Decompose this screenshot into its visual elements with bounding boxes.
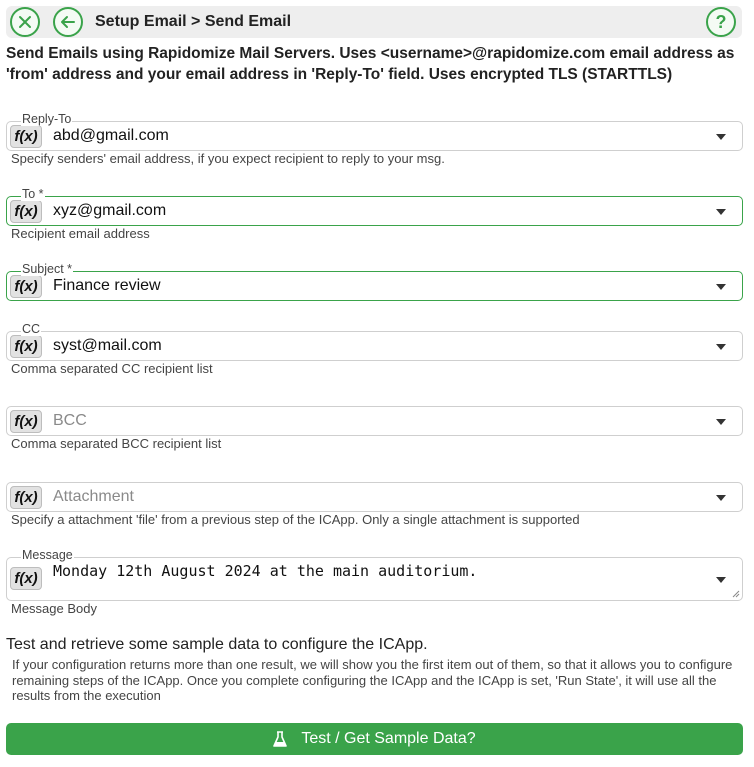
to-value: xyz@gmail.com (53, 202, 167, 219)
subject-value: Finance review (53, 277, 161, 294)
subject-field (6, 262, 743, 301)
chevron-down-icon[interactable] (716, 284, 726, 290)
bcc-hint: Comma separated BCC recipient list (11, 436, 222, 451)
chevron-down-icon[interactable] (716, 134, 726, 140)
bcc-input[interactable] (6, 406, 743, 436)
bcc-placeholder: BCC (53, 412, 87, 429)
reply-to-hint: Specify senders' email address, if you expect recipient to reply to your msg. (11, 151, 445, 166)
test-description: If your configuration returns more than one result, we will show you the first item out of them, so that it allows you to configure remaining steps of the ICApp. Once you complete configuring the ICApp and the ICApp is set, 'Run State', it will use all the results from the execution (12, 657, 733, 703)
message-hint: Message Body (11, 601, 97, 616)
to-input[interactable] (6, 196, 743, 226)
close-button[interactable] (10, 7, 40, 37)
test-title: Test and retrieve some sample data to configure the ICApp. (6, 636, 428, 653)
fx-button[interactable]: f(x) (10, 410, 42, 433)
test-button-label: Test / Get Sample Data? (301, 730, 476, 747)
fx-button[interactable]: f(x) (10, 275, 42, 298)
to-label: To * (22, 187, 44, 201)
attachment-field (6, 482, 743, 512)
fx-button[interactable]: f(x) (10, 335, 42, 358)
header-bar (6, 6, 742, 38)
close-icon (18, 15, 32, 29)
fx-button[interactable]: f(x) (10, 200, 42, 223)
fx-button[interactable]: f(x) (10, 486, 42, 509)
page-title: Setup Email > Send Email (95, 13, 292, 30)
message-textarea[interactable] (6, 557, 743, 601)
arrow-left-icon (60, 15, 76, 29)
reply-to-label: Reply-To (22, 112, 72, 126)
test-sample-data-button[interactable] (6, 723, 743, 755)
message-field (6, 548, 743, 601)
chevron-down-icon[interactable] (716, 209, 726, 215)
bcc-field (6, 406, 743, 436)
attachment-placeholder: Attachment (53, 488, 134, 505)
cc-input[interactable] (6, 331, 743, 361)
fx-button[interactable]: f(x) (10, 125, 42, 148)
to-hint: Recipient email address (11, 226, 150, 241)
message-label: Message (22, 548, 73, 562)
help-button[interactable] (706, 7, 736, 37)
cc-value: syst@mail.com (53, 337, 162, 354)
intro-text: Send Emails using Rapidomize Mail Servers. Uses <username>@rapidomize.com email address as 'from' address and your email address in 'Reply-To' field. Uses encrypted TLS (STARTTLS) (6, 45, 735, 83)
chevron-down-icon[interactable] (716, 577, 726, 583)
cc-label: CC (22, 322, 41, 336)
reply-to-field (6, 112, 743, 151)
subject-input[interactable] (6, 271, 743, 301)
chevron-down-icon[interactable] (716, 495, 726, 501)
fx-button[interactable]: f(x) (10, 567, 42, 590)
chevron-down-icon[interactable] (716, 419, 726, 425)
attachment-hint: Specify a attachment 'file' from a previous step of the ICApp. Only a single attachment is supported (11, 512, 580, 527)
reply-to-value: abd@gmail.com (53, 127, 169, 144)
attachment-input[interactable] (6, 482, 743, 512)
question-mark-icon (714, 13, 728, 31)
resize-handle-icon[interactable] (732, 590, 740, 598)
reply-to-input[interactable] (6, 121, 743, 151)
svg-text:?: ? (715, 13, 727, 31)
to-field (6, 187, 743, 226)
flask-icon (273, 731, 287, 748)
subject-label: Subject * (22, 262, 73, 276)
cc-hint: Comma separated CC recipient list (11, 361, 213, 376)
back-button[interactable] (53, 7, 83, 37)
chevron-down-icon[interactable] (716, 344, 726, 350)
cc-field (6, 322, 743, 361)
message-value: Monday 12th August 2024 at the main auditorium. (53, 562, 478, 580)
